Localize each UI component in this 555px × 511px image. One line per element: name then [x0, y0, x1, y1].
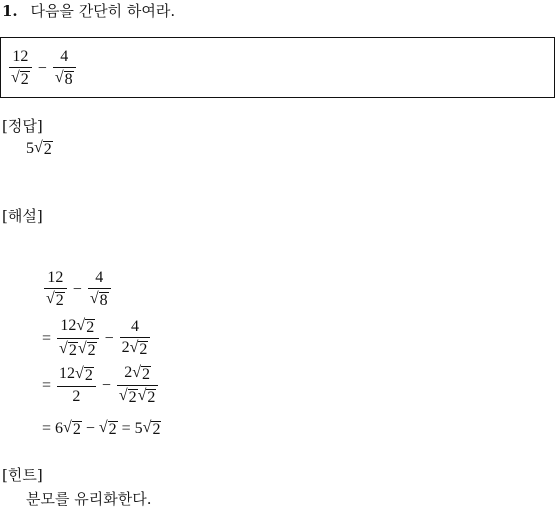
numerator: 12 [47, 269, 64, 286]
hint-text: 분모를 유리화한다. [26, 490, 152, 508]
solution-heading: [해설] [2, 207, 43, 225]
solution-line-4: = 6 √ 2 − √ 2 = 5 √ 2 [42, 419, 161, 438]
numerator: 4 [95, 269, 104, 286]
solution-line-3: = 12 √ 2 2 − 2 √ 2 √ 2 √ 2 [42, 365, 160, 407]
fraction: 12 √ 2 [9, 49, 32, 89]
hint-heading: [힌트] [2, 466, 43, 484]
radicand: 2 [55, 291, 64, 309]
answer-coef: 5 [26, 140, 34, 158]
solution-line-1: 12 √ 2 − 4 √ 8 [42, 270, 113, 310]
numerator: 4 [60, 48, 69, 65]
problem-text: 다음을 간단히 하여라. [30, 2, 176, 20]
problem-expression [7, 49, 78, 89]
equals-sign: = [42, 329, 52, 347]
radicand: 8 [99, 291, 108, 309]
equals-sign: = [42, 376, 52, 394]
answer-value: 5 √ 2 [26, 139, 52, 158]
radicand: 8 [64, 70, 73, 88]
problem-number: 1. [2, 2, 18, 20]
answer-heading: [정답] [2, 117, 43, 135]
radicand: 2 [20, 70, 29, 88]
problem-box [0, 37, 555, 98]
solution-line-2: = 12 √ 2 √ 2 √ 2 − 4 2 √ 2 [42, 318, 152, 360]
numerator: 12 [12, 48, 29, 65]
fraction: 4 √ 8 [53, 49, 76, 89]
answer-radicand: 2 [43, 141, 52, 158]
minus-sign: − [37, 59, 47, 77]
problem-statement [2, 4, 175, 19]
